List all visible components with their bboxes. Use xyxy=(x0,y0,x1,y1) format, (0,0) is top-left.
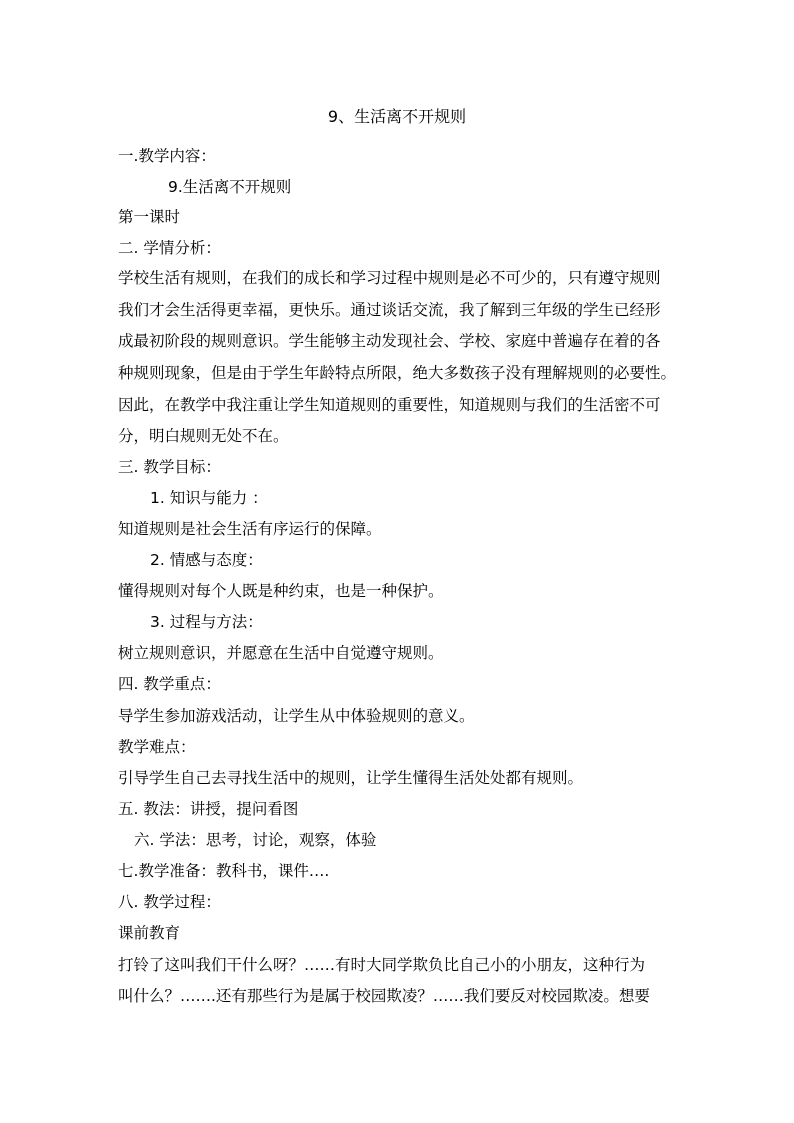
heading-difficulties: 教学难点： xyxy=(118,738,196,756)
section-teaching-preparation: 七.教学准备：教科书，课件…. xyxy=(118,862,330,880)
goal-heading-knowledge: 1. 知识与能力 ： xyxy=(150,489,268,507)
goal-heading-emotion: 2. 情感与态度： xyxy=(150,551,263,569)
paragraph-line: 分，明白规则无处不在。 xyxy=(118,427,289,445)
goal-heading-process: 3. 过程与方法： xyxy=(150,613,263,631)
document-title: 9、生活离不开规则 xyxy=(327,107,467,126)
paragraph-line: 我们才会生活得更幸福，更快乐。通过谈话交流，我了解到三年级的学生已经形 xyxy=(118,301,661,319)
paragraph-line: 成最初阶段的规则意识。学生能够主动发现社会、学校、家庭中普遍存在着的各 xyxy=(118,332,661,350)
paragraph-line: 因此，在教学中我注重让学生知道规则的重要性，知道规则与我们的生活密不可 xyxy=(118,396,661,414)
difficulties-text: 引导学生自己去寻找生活中的规则，让学生懂得生活处处都有规则。 xyxy=(118,769,584,787)
key-points-text: 导学生参加游戏活动，让学生从中体验规则的意义。 xyxy=(118,707,475,725)
lesson-period: 第一课时 xyxy=(118,208,181,226)
section-heading-teaching-content: 一.教学内容： xyxy=(118,147,216,165)
goal-text-knowledge: 知道规则是社会生活有序运行的保障。 xyxy=(118,520,382,538)
section-heading-teaching-goals: 三. 教学目标： xyxy=(118,458,221,476)
paragraph-line: 叫什么？…….还有那些行为是属于校园欺凌？……我们要反对校园欺凌。想要 xyxy=(118,987,650,1005)
paragraph-line: 种规则现象，但是由于学生年龄特点所限，绝大多数孩子没有理解规则的必要性。 xyxy=(118,364,677,382)
section-learning-method: 六. 学法：思考，讨论，观察，体验 xyxy=(134,831,377,849)
paragraph-line: 学校生活有规则，在我们的成长和学习过程中规则是必不可少的，只有遵守规则 xyxy=(118,269,661,287)
section-heading-key-points: 四. 教学重点： xyxy=(118,675,221,693)
section-teaching-method: 五. 教法：讲授，提问看图 xyxy=(118,800,299,818)
section-heading-student-analysis: 二. 学情分析： xyxy=(118,239,221,257)
goal-text-process: 树立规则意识，并愿意在生活中自觉遵守规则。 xyxy=(118,644,444,662)
paragraph-line: 打铃了这叫我们干什么呀？……有时大同学欺负比自己小的小朋友，这种行为 xyxy=(118,956,646,974)
lesson-name: 9.生活离不开规则 xyxy=(168,178,292,196)
heading-pre-class-education: 课前教育 xyxy=(118,924,181,942)
goal-text-emotion: 懂得规则对每个人既是种约束，也是一种保护。 xyxy=(118,582,444,600)
section-heading-teaching-process: 八. 教学过程： xyxy=(118,893,221,911)
